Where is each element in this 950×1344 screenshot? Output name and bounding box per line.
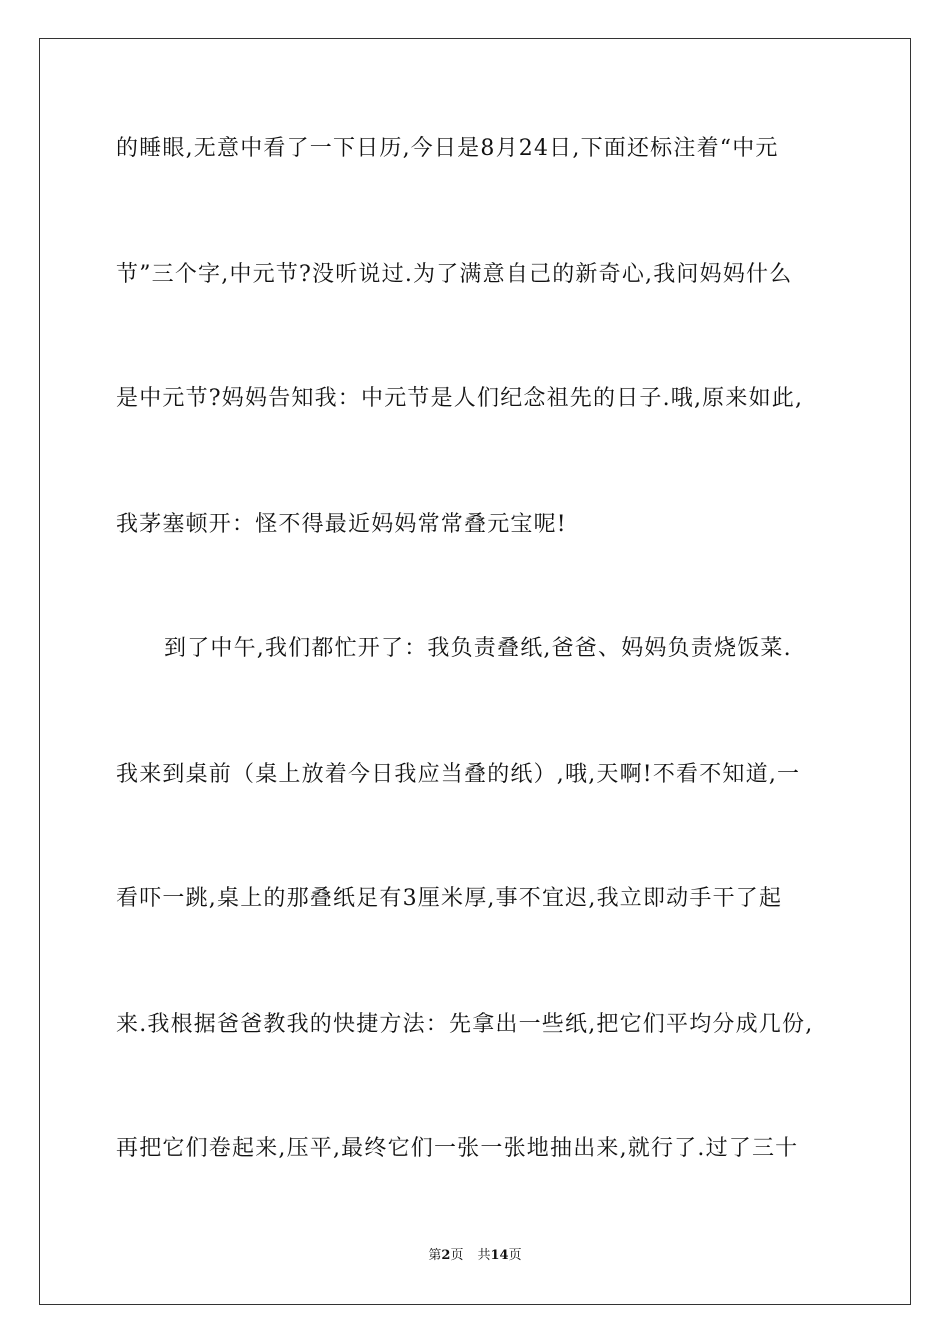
text-line-8: 来.我根据爸爸教我的快捷方法：先拿出一些纸,把它们平均分成几份, [116,1012,814,1037]
page-prefix: 第 [428,1248,442,1263]
text-line-5-paragraph-start: 到了中午,我们都忙开了：我负责叠纸,爸爸、妈妈负责烧饭菜. [164,636,792,661]
text-line-9: 再把它们卷起来,压平,最终它们一张一张地抽出来,就行了.过了三十 [116,1136,799,1161]
page-border [39,38,911,1305]
page-footer [0,1247,950,1265]
current-page-number: 2 [441,1248,451,1263]
text-line-6: 我来到桌前（桌上放着今日我应当叠的纸）,哦,天啊!不看不知道,一 [116,762,801,787]
page-suffix: 页 [450,1248,464,1263]
text-line-4: 我茅塞顿开：怪不得最近妈妈常常叠元宝呢! [116,512,567,537]
text-line-7: 看吓一跳,桌上的那叠纸足有3厘米厚,事不宜迟,我立即动手干了起 [116,886,783,911]
text-line-2: 节”三个字,中元节?没听说过.为了满意自己的新奇心,我问妈妈什么 [116,262,793,287]
total-suffix: 页 [508,1248,522,1263]
text-line-3: 是中元节?妈妈告知我：中元节是人们纪念祖先的日子.哦,原来如此, [116,386,804,411]
total-prefix: 共 [477,1248,491,1263]
text-line-1: 的睡眼,无意中看了一下日历,今日是8月24日,下面还标注着“中元 [116,136,779,161]
total-page-count: 14 [490,1248,509,1263]
